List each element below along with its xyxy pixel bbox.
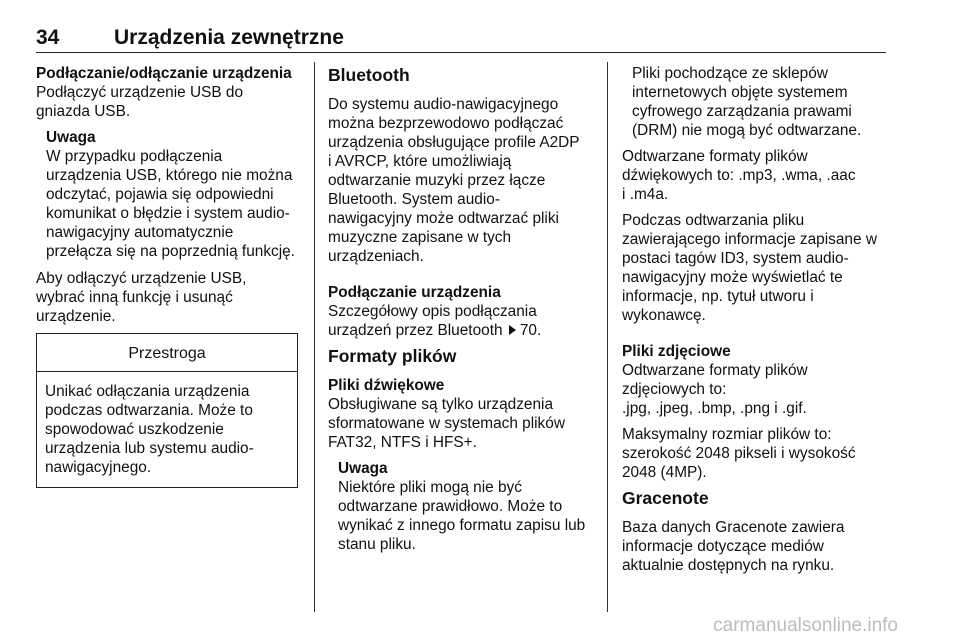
bluetooth-heading: Bluetooth	[328, 65, 410, 85]
note-title: Uwaga	[338, 460, 388, 477]
note-box-files	[328, 459, 593, 554]
audio-files-paragraph: Obsługiwane są tylko urządzenia sformatowane w systemach plików FAT32, NTFS i HFS+.	[328, 396, 565, 451]
note-box-usb	[36, 128, 298, 261]
caution-title: Przestroga	[37, 334, 297, 372]
page-title: Urządzenia zewnętrzne	[114, 26, 344, 49]
connect-heading: Podłączanie/odłączanie urządzenia	[36, 65, 292, 82]
column-right	[622, 64, 890, 582]
page-number: 34	[36, 26, 60, 49]
caution-box	[36, 333, 298, 488]
drm-paragraph	[622, 64, 890, 140]
column-left	[36, 64, 298, 488]
audio-files-heading: Pliki dźwiękowe	[328, 377, 445, 394]
connecting-heading: Podłączanie urządzenia	[328, 284, 501, 301]
id3-paragraph: Podczas odtwarzania pliku zawierającego informacje zapisane w postaci tagów ID3, system audio- nawigacyjny może wyświetlać te informacje, np. tytuł utworu i wykonawcę.	[622, 212, 877, 324]
drm-text: Pliki pochodzące ze sklepów internetowych objęte systemem cyfrowego zarządzania prawami (DRM) nie mogą być odtwarzane.	[632, 65, 862, 139]
connecting-text: Szczegółowy opis podłączania urządzeń przez Bluetooth	[328, 303, 537, 339]
connect-paragraph: Podłączyć urządzenie USB do gniazda USB.	[36, 84, 244, 120]
column-divider-right	[607, 62, 608, 612]
image-formats-paragraph: Odtwarzane formaty plików zdjęciowych to: .jpg, .jpeg, .bmp, .png i .gif.	[622, 362, 808, 417]
column-middle	[328, 64, 593, 562]
gracenote-paragraph: Baza danych Gracenote zawiera informacje dotyczące mediów aktualnie dostępnych na rynku.	[622, 519, 845, 574]
formats-heading: Formaty plików	[328, 346, 457, 366]
note-body: W przypadku podłączenia urządzenia USB, którego nie można odczytać, pojawia się odpowiedni komunikat o błędzie i system audio- nawigacyjny automatycznie przełącza się na poprzednią funkcję.	[46, 148, 295, 260]
image-size-paragraph: Maksymalny rozmiar plików to: szerokość 2048 pikseli i wysokość 2048 (4MP).	[622, 426, 856, 481]
note-title: Uwaga	[46, 129, 96, 146]
audio-formats-paragraph: Odtwarzane formaty plików dźwiękowych to: .mp3, .wma, .aac i .m4a.	[622, 148, 856, 203]
caution-body: Unikać odłączania urządzenia podczas odtwarzania. Może to spowodować uszkodzenie urządzenia lub systemu audio- nawigacyjnego.	[45, 383, 254, 476]
bluetooth-paragraph: Do systemu audio-nawigacyjnego można bezprzewodowo podłączać urządzenia obsługujące profile A2DP i AVRCP, które umożliwiają odtwarzanie muzyki przez łącze Bluetooth. System audio- nawigacyjny może odtwarzać pliki muzyczne zapisane w tych urządzeniach.	[328, 96, 580, 265]
page-reference-link[interactable]: 70.	[519, 322, 542, 339]
connecting-paragraph	[328, 302, 593, 340]
page-header	[36, 26, 886, 53]
note-body: Niektóre pliki mogą nie być odtwarzane prawidłowo. Może to wynikać z innego formatu zapisu lub stanu pliku.	[338, 479, 586, 553]
watermark: carmanualsonline.info	[713, 615, 898, 636]
gracenote-heading: Gracenote	[622, 488, 709, 508]
image-files-heading: Pliki zdjęciowe	[622, 343, 731, 360]
page-reference-arrow-icon	[509, 325, 516, 335]
disconnect-paragraph: Aby odłączyć urządzenie USB, wybrać inną funkcję i usunąć urządzenie.	[36, 270, 247, 325]
column-divider-left	[314, 62, 315, 612]
